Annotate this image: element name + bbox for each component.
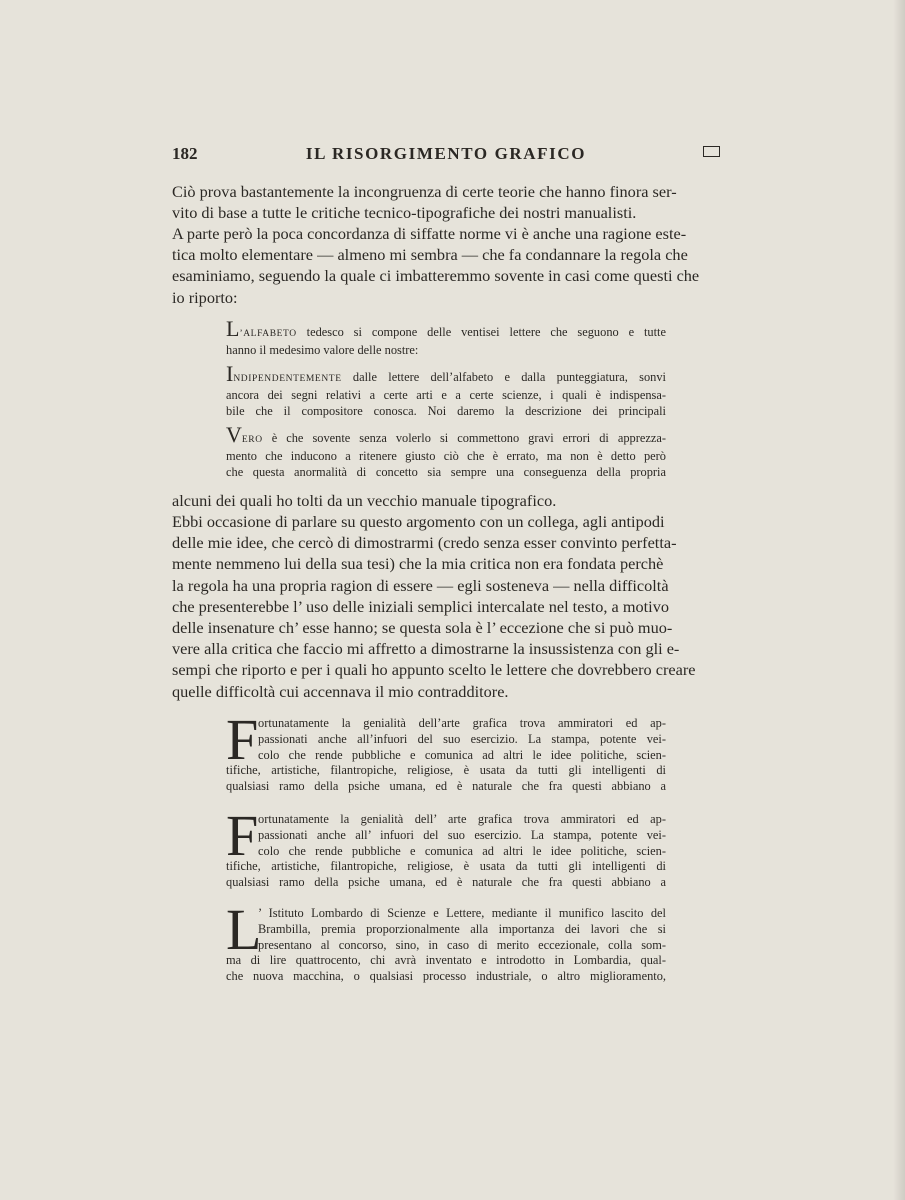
smallcaps-word: ’ALFABETO [239,329,297,339]
dropcap-example [226,897,666,985]
example-line: ma di lire quattrocento, chi avrà inventato e introdotto in Lombardia, qual- [226,953,666,968]
example-first-line [226,318,666,343]
initial-letter: L [226,316,240,341]
example-line: colo che rende pubbliche e comunica ad altri le idee politiche, scien- [258,747,666,762]
text-line: che presenterebbe l’ uso delle iniziali semplici intercalate nel testo, a motivo [172,596,669,616]
text-line: sempi che riporto e per i quali ho appunto scelto le lettere che dovrebbero creare [172,660,696,680]
smallcaps-word: NDIPENDENTEMENTE [233,374,342,384]
example-text: dalle lettere dell’alfabeto e dalla punteggiatura, sonvi [341,370,666,384]
text-line: la regola ha una propria ragion di essere — egli sosteneva — nella difficoltà [172,575,669,595]
example-line: qualsiasi ramo della psiche umana, ed è naturale che fra questi abbiano a [226,779,666,794]
drop-cap-letter: F [226,803,259,868]
running-title: IL RISORGIMENTO GRAFICO [305,144,587,163]
body-paragraph-1 [172,181,720,223]
text-line: esaminiamo, seguendo la quale ci imbatteremmo sovente in casi come questi che [172,266,700,286]
example-line: che nuova macchina, o qualsiasi processo industriale, o altro miglioramento, [226,969,666,984]
example-line: che questa anormalità di concetto sia sempre una conseguenza della propria [226,464,666,479]
example-line: bile che il compositore conosca. Noi daremo la descrizione dei principali [226,403,666,418]
text-line: alcuni dei quali ho tolti da un vecchio manuale tipografico. [172,491,557,510]
example-line: hanno il medesimo valore delle nostre: [226,342,419,357]
initial-letter: I [226,361,234,386]
smallcaps-word: ERO [241,435,263,445]
text-line: delle insenature ch’ esse hanno; se questa sola è l’ eccezione che si può muo- [172,618,673,638]
example-first-line [226,363,666,388]
drop-cap-letter: L [226,897,262,962]
body-paragraph-3 [172,490,720,511]
example-line: ortunatamente la genialità dell’arte grafica trova ammiratori ed ap- [258,716,666,730]
drop-cap-letter: F [226,707,259,772]
example-line: mento che inducono a ritenere giusto ciò che è errato, ma non è detto però [226,448,666,463]
example-line: Brambilla, premia proporzionalmente alla importanza dei lavori che si [258,921,666,936]
text-line: delle mie idee, che cercò di dimostrarmi (credo senza esser convinto perfetta- [172,533,677,553]
text-line: mente nemmeno lui della sua tesi) che la mia critica non era fondata perchè [172,554,664,574]
example-line: presentano al concorso, sino, in caso di merito eccezionale, colla som- [258,937,666,952]
example-line: qualsiasi ramo della psiche umana, ed è naturale che fra questi abbiano a [226,875,666,890]
dropcap-example [226,803,666,891]
example-line: tifiche, artistiche, filantropiche, religiose, è usata da tutti gli intelligenti di [226,859,666,874]
page-number: 182 [172,144,198,163]
example-line: ancora dei segni relativi a certe arti e a certe scienze, i quali è indispensa- [226,387,666,402]
text-line: Ciò prova bastantemente la incongruenza di certe teorie che hanno finora ser- [172,182,677,201]
example-block [226,363,666,419]
example-text: tedesco si compone delle ventisei lettere che seguono e tutte [296,325,666,339]
initial-letter: V [226,422,242,447]
text-line: vere alla critica che faccio mi affretto a dimostrarne la insussistenza con gli e- [172,639,680,659]
page-header [172,144,720,166]
text-line: quelle difficoltà cui accennava il mio contradditore. [172,681,509,701]
text-line: Ebbi occasione di parlare su questo argomento con un collega, agli antipodi [172,512,665,531]
dropcap-example [226,707,666,795]
text-line: vito di base a tutte le critiche tecnico-tipografiche dei nostri manualisti. [172,203,637,223]
body-paragraph-2 [172,223,720,308]
example-line: ’ Istituto Lombardo di Scienze e Lettere, mediante il munifico lascito del [258,906,666,920]
example-line: ortunatamente la genialità dell’ arte grafica trova ammiratori ed ap- [258,812,666,826]
body-paragraph-4 [172,511,720,702]
example-block [226,318,666,359]
example-line: passionati anche all’ infuori del suo esercizio. La stampa, potente vei- [258,827,666,842]
example-block [226,424,666,480]
example-line: tifiche, artistiche, filantropiche, religiose, è usata da tutti gli intelligenti di [226,763,666,778]
example-first-line [226,424,666,449]
example-line: colo che rende pubbliche e comunica ad altri le idee politiche, scien- [258,843,666,858]
text-line: A parte però la poca concordanza di siffatte norme vi è anche una ragione este- [172,224,687,243]
text-line: tica molto elementare — almeno mi sembra — che fa condannare la regola che [172,245,688,265]
page-edge-shadow [893,0,905,1200]
example-text: è che sovente senza volerlo si commettono gravi errori di apprezza- [262,431,666,445]
rectangle-ornament-icon [703,146,720,157]
text-line: io riporto: [172,287,238,307]
example-line: passionati anche all’infuori del suo esercizio. La stampa, potente vei- [258,731,666,746]
